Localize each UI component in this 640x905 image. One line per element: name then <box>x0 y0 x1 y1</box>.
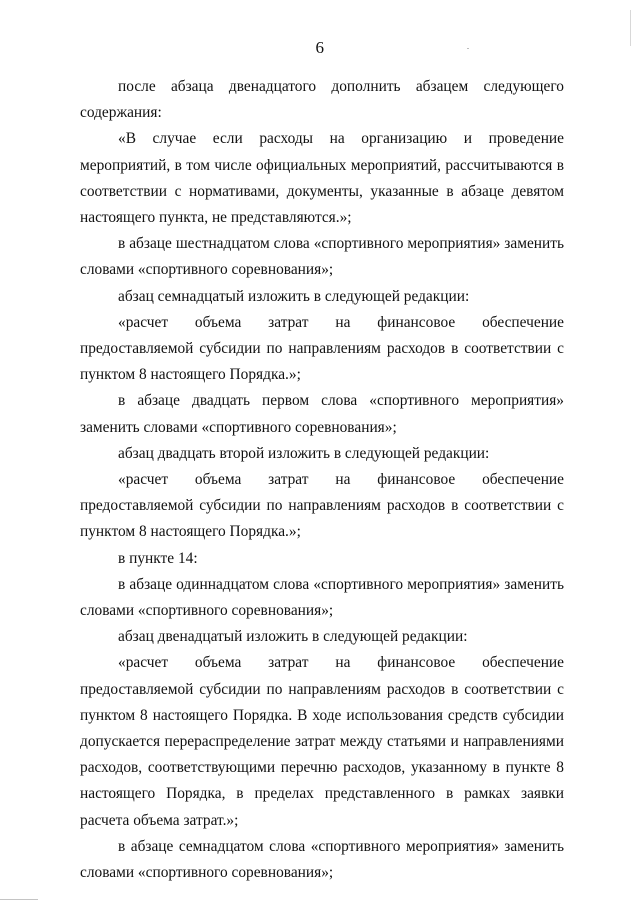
scan-bottom-line <box>0 899 38 900</box>
paragraph: абзац семнадцатый изложить в следующей редакции: <box>118 287 470 305</box>
paragraph: в пункте 14: <box>118 549 198 567</box>
paragraph: в абзаце одиннадцатом слова «спортивного мероприятия» заменить словами «спортивного соревнования»; <box>80 575 564 620</box>
paragraph: абзац двенадцатый изложить в следующей редакции: <box>118 628 468 646</box>
page-number: 6 <box>315 38 325 57</box>
paragraph: в абзаце семнадцатом слова «спортивного мероприятия» заменить словами «спортивного соревнования»; <box>80 837 564 882</box>
paragraph: «расчет объема затрат на финансовое обеспечение предоставляемой субсидии по направлениям расходов в соответствии с пунктом 8 настоящего Порядка.»; <box>80 313 564 384</box>
paragraph: «расчет объема затрат на финансовое обеспечение предоставляемой субсидии по направлениям расходов в соответствии с пунктом 8 настоящего Порядка.»; <box>80 471 564 541</box>
paragraph: «расчет объема затрат на финансовое обеспечение предоставляемой субсидии по направлениям расходов в соответствии с пунктом 8 настоящего Порядка. В ходе использования средств субсидии допускается перераспределение затрат между статьями и направлениями расходов, соответствующими перечню расходов, указанному в пункте 8 настоящего Порядка, в пределах представленного в рамках заявки расчета объема затрат.»; <box>80 654 564 829</box>
paragraph: после абзаца двенадцатого дополнить абзацем следующего содержания: <box>80 78 564 122</box>
paragraph: в абзаце двадцать первом слова «спортивного мероприятия» заменить словами «спортивного соревнования»; <box>80 392 564 436</box>
paragraph: в абзаце шестнадцатом слова «спортивного мероприятия» заменить словами «спортивного соревнования»; <box>80 235 564 279</box>
document-body <box>80 74 564 886</box>
paragraph: «В случае если расходы на организацию и проведение мероприятий, в том числе официальных мероприятий, рассчитываются в соответствии с нормативами, документы, указанные в абзаце девятом настоящего пункта, не представляются.»; <box>80 130 564 227</box>
paragraph: абзац двадцать второй изложить в следующей редакции: <box>118 444 490 462</box>
